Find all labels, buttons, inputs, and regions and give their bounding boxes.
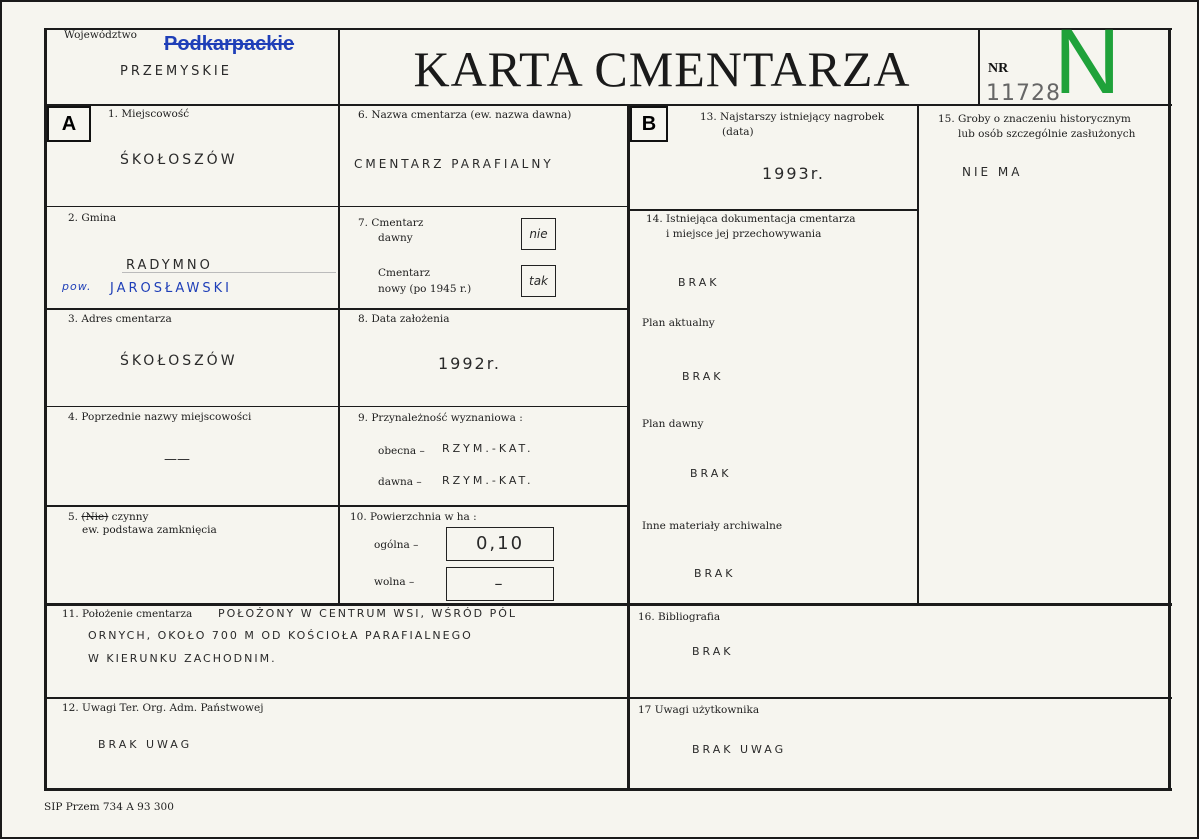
hline-13-14 <box>628 209 919 211</box>
hline-row1 <box>44 206 628 207</box>
frame-left <box>44 28 47 791</box>
field-13-label2: (data) <box>722 126 754 138</box>
field-6-value: CMENTARZ PARAFIALNY <box>354 157 554 171</box>
field-15-label: 15. Groby o znaczeniu historycznym <box>938 113 1131 125</box>
field-10-wolna-label: wolna – <box>374 576 415 588</box>
field-13-value: 1993r. <box>762 164 825 183</box>
field-12-value: BRAK UWAG <box>98 738 193 751</box>
field-9-obecna-value: RZYM.-KAT. <box>442 442 534 455</box>
cemetery-card-sheet <box>2 2 1197 837</box>
section-a-badge: A <box>47 106 91 142</box>
field-13-label: 13. Najstarszy istniejący nagrobek <box>700 111 885 123</box>
field-12-label: 12. Uwagi Ter. Org. Adm. Państwowej <box>62 702 264 714</box>
field-11-line3: W KIERUNKU ZACHODNIM. <box>88 652 277 665</box>
inne-materialy-label: Inne materiały archiwalne <box>642 520 783 532</box>
field-4-label: 4. Poprzednie nazwy miejscowości <box>68 411 252 423</box>
field-9-obecna-label: obecna – <box>378 445 425 457</box>
field-5-label2: ew. podstawa zamknięcia <box>82 524 217 536</box>
field-1-label: 1. Miejscowość <box>108 108 190 120</box>
hline-row6 <box>44 697 1172 699</box>
nr-mark: N <box>1054 11 1121 113</box>
field-15-value: NIE MA <box>962 165 1023 179</box>
field-4-value: —— <box>164 452 190 467</box>
field-10-ogolna-label: ogólna – <box>374 539 419 551</box>
hline-row2 <box>44 308 628 310</box>
nr-value: 11728 <box>986 81 1061 106</box>
field-14-label: 14. Istniejąca dokumentacja cmentarza <box>646 213 856 225</box>
field-10-wolna-box: – <box>446 567 554 601</box>
field-10-label: 10. Powierzchnia w ha : <box>350 511 477 523</box>
field-16-label: 16. Bibliografia <box>638 611 721 623</box>
field-2-prefix: pow. <box>62 280 92 293</box>
field-7-label: 7. Cmentarz <box>358 217 424 229</box>
field-7-sub1: dawny <box>378 232 413 244</box>
field-14-label2: i miejsce jej przechowywania <box>666 228 822 240</box>
field-3-value: ŚKOŁOSZÓW <box>120 353 238 369</box>
field-8-value: 1992r. <box>438 354 501 373</box>
inne-materialy-value: BRAK <box>694 567 736 580</box>
vline-col4 <box>917 104 919 605</box>
field-3-label: 3. Adres cmentarza <box>68 313 172 325</box>
field-9-dawna-label: dawna – <box>378 476 422 488</box>
field-7-box-nowy: tak <box>521 265 556 297</box>
field-11-line2: ORNYCH, OKOŁO 700 M OD KOŚCIOŁA PARAFIALNEGO <box>88 629 473 642</box>
card-title: KARTA CMENTARZA <box>413 41 911 97</box>
field-10-ogolna-box: 0,10 <box>446 527 554 561</box>
wojewodztwo-label: Województwo <box>64 29 137 41</box>
frame-bottom <box>44 788 1172 791</box>
field-9-dawna-value: RZYM.-KAT. <box>442 474 534 487</box>
plan-dawny-value: BRAK <box>690 467 732 480</box>
field-6-label: 6. Nazwa cmentarza (ew. nazwa dawna) <box>358 109 572 121</box>
plan-dawny-label: Plan dawny <box>642 418 704 430</box>
wojewodztwo-stamp: Podkarpackie <box>164 33 295 55</box>
field-15-label2: lub osób szczególnie zasłużonych <box>958 128 1136 140</box>
field-2-value: RADYMNO <box>126 258 213 273</box>
field-11-label: 11. Położenie cmentarza <box>62 608 193 620</box>
field-2-label: 2. Gmina <box>68 212 117 224</box>
plan-aktualny-value: BRAK <box>682 370 724 383</box>
field-17-value: BRAK UWAG <box>692 743 787 756</box>
wojewodztwo-value: PRZEMYSKIE <box>120 64 232 79</box>
field-11-line1: POŁOŻONY W CENTRUM WSI, WŚRÓD PÓL <box>218 607 518 620</box>
vline-center <box>627 104 630 791</box>
frame-right <box>1168 28 1171 791</box>
field-2-value2: JAROSŁAWSKI <box>110 281 232 296</box>
field-9-label: 9. Przynależność wyznaniowa : <box>358 412 523 424</box>
field-7-sub2a: Cmentarz <box>378 267 430 279</box>
field-7-sub2b: nowy (po 1945 r.) <box>378 283 472 295</box>
field-1-value: ŚKOŁOSZÓW <box>120 152 238 168</box>
section-b-badge: B <box>630 106 668 142</box>
hline-row5 <box>44 603 1172 606</box>
field-17-label: 17 Uwagi użytkownika <box>638 704 760 716</box>
field-8-label: 8. Data założenia <box>358 313 450 325</box>
hline-row3 <box>44 406 628 407</box>
vline-col1 <box>338 30 340 605</box>
field-16-value: BRAK <box>692 645 734 658</box>
field-7-box-dawny: nie <box>521 218 556 250</box>
hline-row4 <box>44 505 628 507</box>
nr-label: NR <box>988 61 1009 76</box>
field-14-value: BRAK <box>678 276 720 289</box>
footer-code: SIP Przem 734 A 93 300 <box>44 801 174 813</box>
field-5-label: 5. (Nie) czynny <box>68 511 149 523</box>
plan-aktualny-label: Plan aktualny <box>642 317 715 329</box>
frame-top <box>44 28 1172 30</box>
